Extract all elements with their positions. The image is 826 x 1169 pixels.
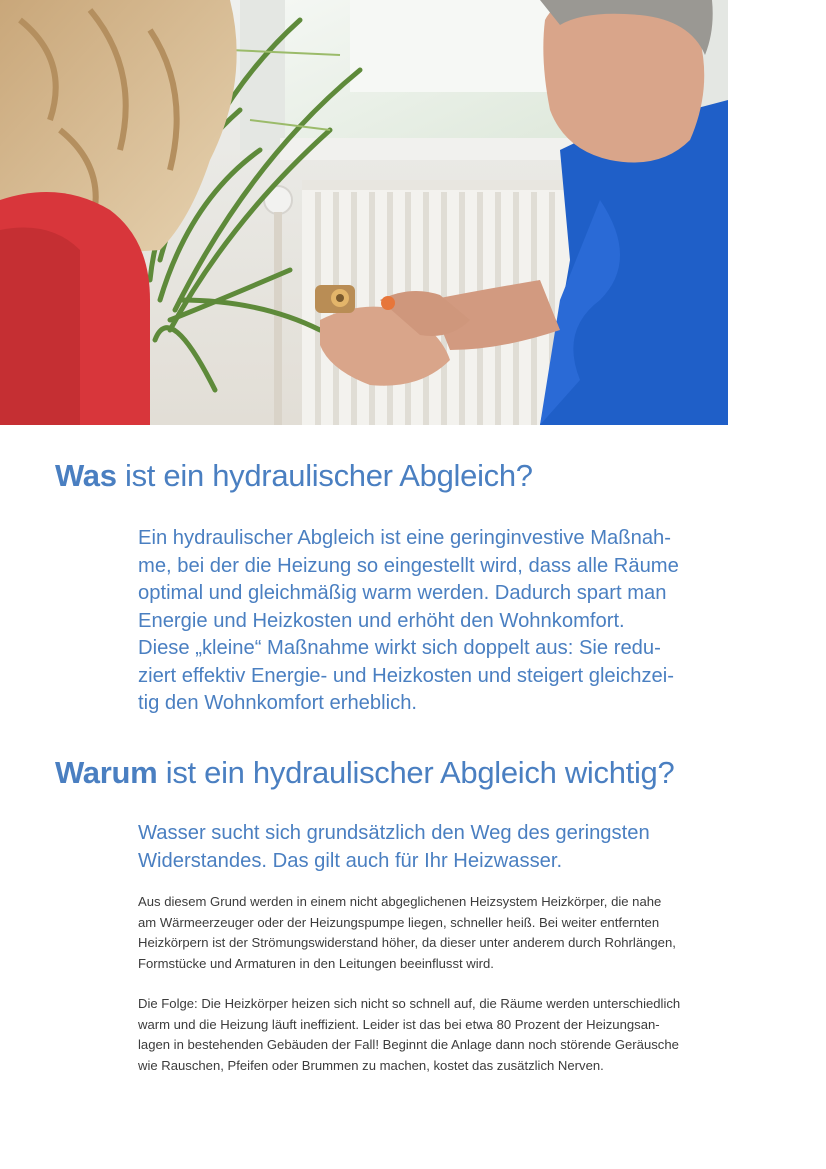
- what-line: ziert effektiv Energie- und Heizkosten und steigert gleichzei-: [138, 664, 674, 687]
- what-paragraph: [138, 525, 728, 718]
- why-lead-line: Widerstandes. Das gilt auch für Ihr Heizwasser.: [138, 849, 563, 872]
- hero-photo: [0, 0, 728, 425]
- body-line: Heizkörpern ist der Strömungswiderstand höher, da dieser unter anderem durch Rohrlängen,: [138, 935, 676, 950]
- body-line: Formstücke und Armaturen in den Leitungen beeinflusst wird.: [138, 955, 494, 971]
- what-line: Energie und Heizkosten und erhöht den Wohnkomfort.: [138, 609, 625, 632]
- why-lead: [138, 820, 728, 875]
- what-line: me, bei der die Heizung so eingestellt wird, dass alle Räume: [138, 554, 679, 577]
- why-lead-line: Wasser sucht sich grundsätzlich den Weg des geringsten: [138, 822, 650, 844]
- heading-what-rest: ist ein hydraulischer Abgleich?: [116, 458, 533, 493]
- what-line: optimal und gleichmäßig warm werden. Dadurch spart man: [138, 582, 667, 604]
- heading-why: [55, 755, 674, 791]
- heading-why-bold: Warum: [55, 755, 158, 790]
- what-line: tig den Wohnkomfort erheblich.: [138, 692, 418, 714]
- body-line: lagen in bestehenden Gebäuden der Fall! Beginnt die Anlage dann noch störende Geräusche: [138, 1037, 679, 1052]
- why-paragraph-2: [138, 994, 728, 1076]
- heading-what: [55, 458, 533, 494]
- body-line: Aus diesem Grund werden in einem nicht abgeglichenen Heizsystem Heizkörper, die nahe: [138, 894, 662, 909]
- heading-why-rest: ist ein hydraulischer Abgleich wichtig?: [157, 755, 675, 790]
- body-line: warm und die Heizung läuft ineffizient. Leider ist das bei etwa 80 Prozent der Heizungsan-: [138, 1016, 660, 1032]
- why-paragraph-1: [138, 892, 728, 974]
- body-line: Die Folge: Die Heizkörper heizen sich nicht so schnell auf, die Räume werden unterschiedlich: [138, 996, 681, 1011]
- body-line: am Wärmeerzeuger oder der Heizungspumpe liegen, schneller heiß. Bei weiter entfernten: [138, 914, 660, 930]
- radiator-technician-illustration: [0, 0, 728, 425]
- heading-what-bold: Was: [55, 458, 117, 493]
- body-line: wie Rauschen, Pfeifen oder Brummen zu machen, kostet das zusätzlich Nerven.: [138, 1057, 604, 1073]
- what-line: Diese „kleine“ Maßnahme wirkt sich doppelt aus: Sie redu-: [138, 637, 661, 659]
- what-line: Ein hydraulischer Abgleich ist eine geringinvestive Maßnah-: [138, 527, 672, 549]
